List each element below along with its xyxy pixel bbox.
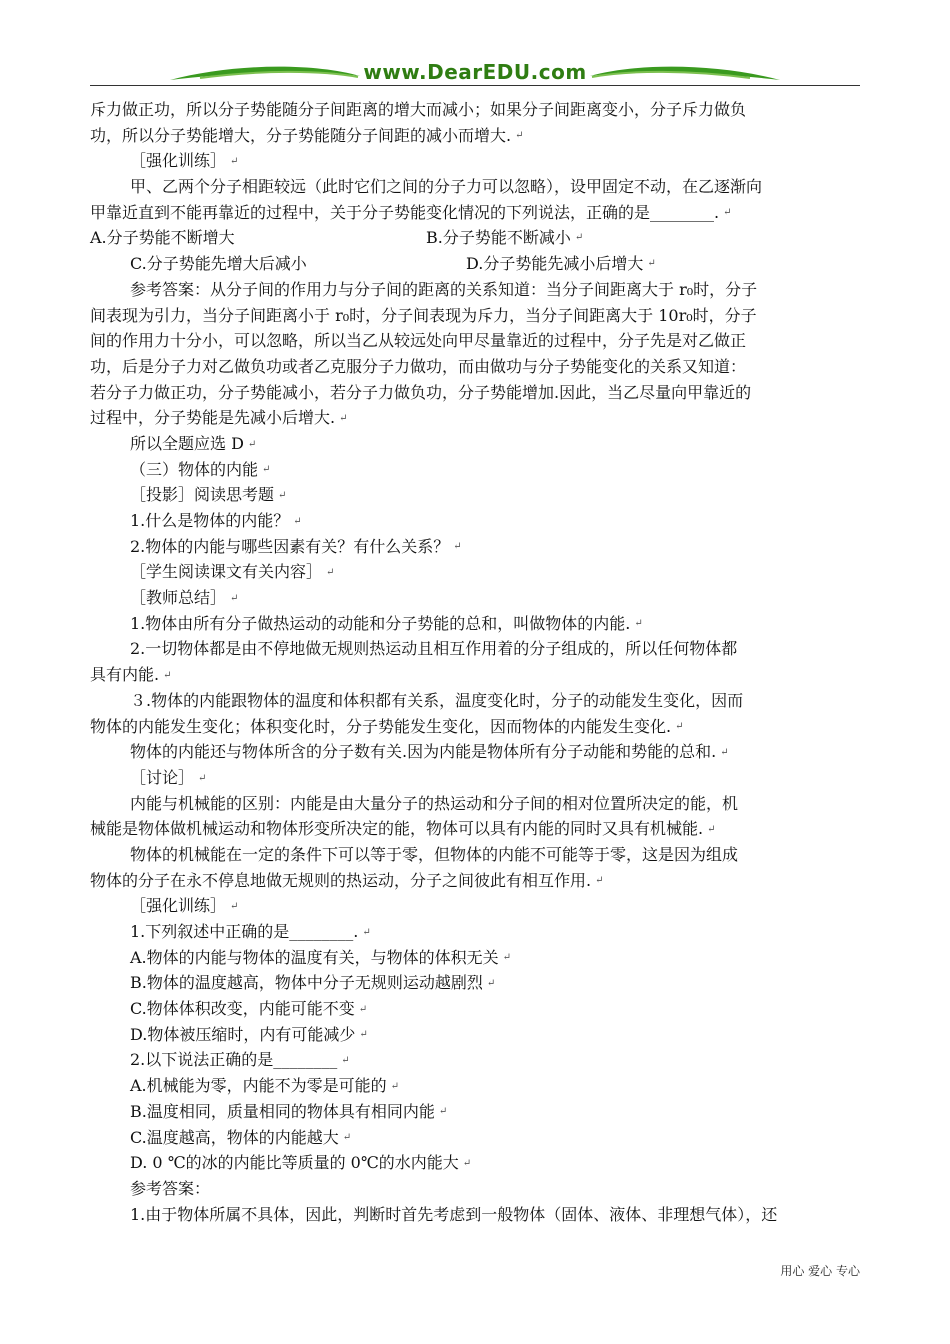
paragraph-mark-icon: ↵ [230,156,239,168]
text-line [90,328,862,354]
paragraph-mark-icon: ↵ [723,207,732,219]
paragraph-mark-icon: ↵ [595,875,604,887]
text-line [90,791,862,817]
option-left: A.分子势能不断增大 [90,228,235,248]
text-line [90,970,862,996]
line-text: 1.下列叙述中正确的是________. [130,922,359,941]
paragraph-mark-icon: ↵ [278,489,287,501]
paragraph-mark-icon: ↵ [634,618,643,630]
text-line [90,868,862,894]
option-right: B.分子势能不断减小 [426,228,571,248]
paragraph-mark-icon: ↵ [342,1132,352,1144]
paragraph-mark-icon: ↵ [438,1106,448,1118]
line-text: C.物体体积改变，内能可能不变 [130,999,355,1019]
text-line [90,1022,862,1048]
text-line [90,354,862,380]
line-text: 功，后是分子力对乙做负功或者乙克服分子力做功，而由做功与分子势能变化的关系又知道： [90,356,747,376]
text-line [90,1073,862,1099]
paragraph-mark-icon: ↵ [486,978,496,990]
line-text: 2.一切物体都是由不停地做无规则热运动且相互作用着的分子组成的，所以任何物体都 [130,639,738,659]
text-line [90,1099,862,1125]
line-text: B.物体的温度越高，物体中分子无规则运动越剧烈 [130,973,483,993]
text-line [90,1047,862,1073]
document-body [90,97,862,1227]
paragraph-mark-icon: ↵ [502,952,512,964]
paragraph-mark-icon: ↵ [462,1157,472,1169]
line-text: ［强化训练］ [130,896,227,916]
line-text: 内能与机械能的区别：内能是由大量分子的热运动和分子间的相对位置所决定的能，机 [130,793,739,813]
page-header [90,58,860,92]
text-line [90,1150,862,1176]
text-line [90,739,862,765]
page-footer: 用心 爱心 专心 [780,1264,860,1278]
text-line [90,380,862,406]
text-line [90,148,862,174]
text-line [90,688,862,714]
text-line [90,919,862,945]
paragraph-mark-icon: ↵ [230,900,239,912]
text-line [90,816,862,842]
text-line [90,1125,862,1151]
line-text: 1.什么是物体的内能？ [130,511,290,530]
line-text: D. 0 ℃的冰的内能比等质量的 0℃的水内能大 [130,1153,459,1173]
text-line [90,431,862,457]
line-text: C.温度越高，物体的内能越大 [130,1127,339,1147]
text-line [90,842,862,868]
line-text: A.物体的内能与物体的温度有关，与物体的体积无关 [130,947,499,967]
line-text: ［投影］阅读思考题 [130,485,275,505]
line-text: 功，所以分子势能增大，分子势能随分子间距的减小而增大. [90,125,512,145]
line-text: ［讨论］ [130,767,195,787]
paragraph-mark-icon: ↵ [198,772,207,784]
line-text: 物体的分子在永不停息地做无规则的热运动，分子之间彼此有相互作用. [90,870,592,890]
line-text: 物体的内能发生变化；体积变化时，分子势能发生变化，因而物体的内能发生变化. [90,716,672,736]
line-text: 间的作用力十分小，可以忽略，所以当乙从较远处向甲尽量靠近的过程中，分子先是对乙做正 [90,331,747,351]
paragraph-mark-icon: ↵ [262,464,271,476]
paragraph-mark-icon: ↵ [453,541,462,553]
paragraph-mark-icon: ↵ [707,823,716,835]
option-right: D.分子势能先减小后增大 [466,254,644,274]
text-line [90,996,862,1022]
text-line [90,225,862,251]
line-text: 参考答案： [130,1178,211,1198]
text-line [90,277,862,303]
line-text: 间表现为引力，当分子间距离小于 r₀时，分子间表现为斥力，当分子间距离大于 10r₀时，分子 [90,305,757,325]
text-line [90,251,862,277]
paragraph-mark-icon: ↵ [163,669,172,681]
line-text: 1.由于物体所属不具体，因此，判断时首先考虑到一般物体（固体、液体、非理想气体），还 [130,1204,778,1224]
text-line [90,893,862,919]
paragraph-mark-icon: ↵ [341,1055,350,1067]
text-line [90,714,862,740]
paragraph-mark-icon: ↵ [574,232,584,244]
text-line [90,662,862,688]
line-text: （三）物体的内能 [130,459,259,479]
paragraph-mark-icon: ↵ [720,746,729,758]
paragraph-mark-icon: ↵ [358,1003,368,1015]
text-line [90,1202,862,1228]
text-line [90,457,862,483]
text-line [90,303,862,329]
text-line [90,636,862,662]
line-text: 所以全题应选 D [130,433,244,453]
text-line [90,534,862,560]
text-line [90,123,862,149]
line-text: D.物体被压缩时，内有可能减少 [130,1024,356,1044]
paragraph-mark-icon: ↵ [359,1029,368,1041]
line-text: B.温度相同，质量相同的物体具有相同内能 [130,1101,435,1121]
text-line [90,765,862,791]
paragraph-mark-icon: ↵ [247,438,257,450]
paragraph-mark-icon: ↵ [339,412,348,424]
line-text: ［学生阅读课文有关内容］ [130,562,323,582]
paragraph-mark-icon: ↵ [362,926,371,938]
line-text: 过程中，分子势能是先减小后增大. [90,408,336,428]
text-line [90,945,862,971]
paragraph-mark-icon: ↵ [515,130,524,142]
paragraph-mark-icon: ↵ [675,721,684,733]
paragraph-mark-icon: ↵ [293,515,302,527]
text-line [90,585,862,611]
text-line [90,482,862,508]
text-line [90,508,862,534]
line-text: ３.物体的内能跟物体的温度和体积都有关系，温度变化时，分子的动能发生变化，因而 [130,690,744,710]
option-left: C.分子势能先增大后减小 [130,254,307,274]
line-text: A.机械能为零，内能不为零是可能的 [130,1076,387,1096]
line-text: 2.以下说法正确的是________ [130,1050,338,1070]
line-text: ［教师总结］ [130,588,227,608]
text-line [90,559,862,585]
line-text: 甲、乙两个分子相距较远（此时它们之间的分子力可以忽略），设甲固定不动，在乙逐渐向 [130,177,763,197]
line-text: 参考答案：从分子间的作用力与分子间的距离的关系知道：当分子间距离大于 r₀时，分子 [130,279,758,299]
line-text: 2.物体的内能与哪些因素有关？有什么关系？ [130,536,450,556]
paragraph-mark-icon: ↵ [326,567,335,579]
text-line [90,1176,862,1202]
paragraph-mark-icon: ↵ [647,258,656,270]
line-text: ［强化训练］ [130,151,227,171]
line-text: 甲靠近直到不能再靠近的过程中，关于分子势能变化情况的下列说法，正确的是________. [90,202,720,222]
line-text: 物体的内能还与物体所含的分子数有关.因为内能是物体所有分子动能和势能的总和. [130,742,717,762]
header-rule [90,85,860,86]
line-text: 物体的机械能在一定的条件下可以等于零，但物体的内能不可能等于零，这是因为组成 [130,844,739,864]
text-line [90,611,862,637]
text-line [90,200,862,226]
line-text: 若分子力做正功，分子势能减小，若分子力做负功，分子势能增加.因此，当乙尽量向甲靠近的 [90,382,752,402]
line-text: 1.物体由所有分子做热运动的动能和分子势能的总和，叫做物体的内能. [130,613,631,633]
paragraph-mark-icon: ↵ [230,592,239,604]
text-line [90,174,862,200]
line-text: 具有内能. [90,665,160,685]
line-text: 斥力做正功，所以分子势能随分子间距离的增大而减小；如果分子间距离变小，分子斥力做负 [90,100,747,119]
paragraph-mark-icon: ↵ [390,1080,400,1092]
text-line [90,405,862,431]
site-logo-text: www.DearEDU.com [363,60,587,84]
text-line [90,97,862,123]
line-text: 械能是物体做机械运动和物体形变所决定的能，物体可以具有内能的同时又具有机械能. [90,819,704,839]
